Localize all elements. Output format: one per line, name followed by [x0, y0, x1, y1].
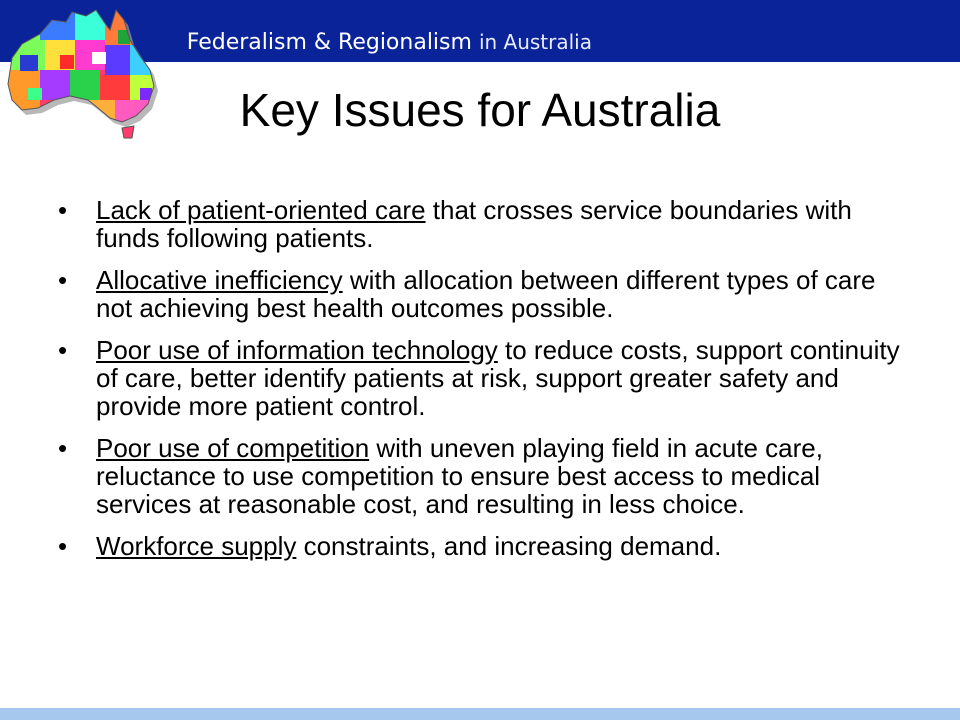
- bullet-text: with uneven playing field in acute care, reluctance to use competition to ensure best access to medical services at reasonable cost, and resulting in less choice.: [96, 433, 823, 519]
- bullet-item: [56, 196, 916, 252]
- bullet-key-phrase: Lack of patient-oriented care: [96, 195, 426, 225]
- slide-title: Key Issues for Australia: [239, 84, 721, 136]
- bullet-item: [56, 336, 916, 420]
- bullet-item: [56, 532, 916, 560]
- bullet-text: with allocation between different types of care not achieving best health outcomes possible.: [96, 265, 876, 323]
- bullet-text: to reduce costs, support continuity of care, better identify patients at risk, support greater safety and provide more patient control.: [96, 335, 900, 421]
- bullet-list: [56, 196, 916, 574]
- bullet-key-phrase: Poor use of information technology: [96, 335, 498, 365]
- bullet-item: [56, 266, 916, 322]
- banner-title-main: Federalism & Regionalism: [186, 30, 472, 55]
- bottom-bar: [0, 708, 960, 720]
- bullet-key-phrase: Poor use of competition: [96, 433, 370, 463]
- bullet-key-phrase: Allocative inefficiency: [96, 265, 343, 295]
- bullet-text: constraints, and increasing demand.: [296, 531, 722, 561]
- bullet-key-phrase: Workforce supply: [96, 531, 297, 561]
- bullet-item: [56, 434, 916, 518]
- banner-title: [187, 26, 592, 59]
- bullet-text: that crosses service boundaries with funds following patients.: [96, 195, 852, 253]
- banner-title-sub: in Australia: [478, 30, 592, 54]
